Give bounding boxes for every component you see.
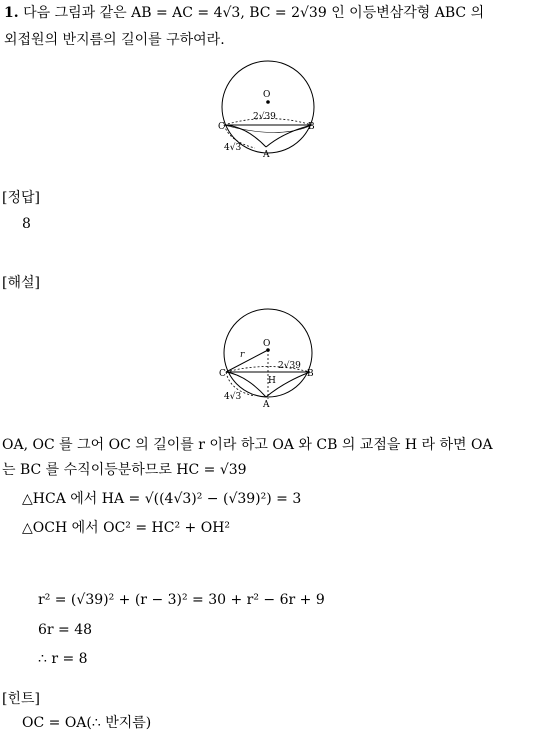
answer-value: 8: [22, 216, 31, 232]
fig2-label-o: O: [263, 339, 271, 349]
fig1-label-b: B: [308, 122, 315, 132]
problem-number: 1.: [4, 5, 19, 21]
solution-eq-3: ∴ r = 8: [38, 651, 88, 667]
solution-line-3: △HCA 에서 HA = √((4√3)² − (√39)²) = 3: [22, 491, 302, 507]
hint-header: [힌트]: [2, 691, 40, 707]
fig1-label-c: C: [218, 122, 225, 132]
solution-eq-2: 6r = 48: [38, 622, 93, 638]
fig2-label-h: H: [268, 376, 276, 386]
fig2-label-bc: 2√39: [278, 361, 301, 371]
fig1-label-bc: 2√39: [253, 112, 276, 122]
problem-line-1: [4, 6, 484, 20]
fig1-label-ac: 4√3: [224, 143, 242, 153]
fig1-label-o: O: [263, 90, 271, 100]
solution-line-4: △OCH 에서 OC² = HC² + OH²: [22, 520, 231, 536]
problem-line-2: 외접원의 반지름의 길이를 구하여라.: [4, 32, 225, 48]
answer-header: [정답]: [2, 190, 40, 206]
fig2-label-r: r: [240, 350, 245, 360]
solution-eq-1: r² = (√39)² + (r − 3)² = 30 + r² − 6r + 9: [38, 592, 325, 608]
fig2-label-b: B: [307, 369, 314, 379]
fig1-label-a: A: [263, 150, 270, 160]
fig2-label-c: C: [219, 369, 226, 379]
solution-line-2: 는 BC 를 수직이등분하므로 HC = √39: [2, 462, 247, 478]
fig2-label-ac: 4√3: [224, 392, 242, 402]
hint-text: OC = OA(∴ 반지름): [22, 715, 152, 731]
figure-2-circle-diagram: [210, 305, 350, 410]
figure-1-circle-diagram: [210, 52, 350, 172]
solution-header: [해설]: [2, 275, 40, 291]
solution-line-1: OA, OC 를 그어 OC 의 길이를 r 이라 하고 OA 와 CB 의 교점을 H 라 하면 OA: [2, 437, 493, 453]
problem-text-1: 다음 그림과 같은 AB = AC = 4√3, BC = 2√39 인 이등변삼각형 ABC 의: [23, 5, 485, 21]
fig2-label-a: A: [263, 400, 270, 410]
